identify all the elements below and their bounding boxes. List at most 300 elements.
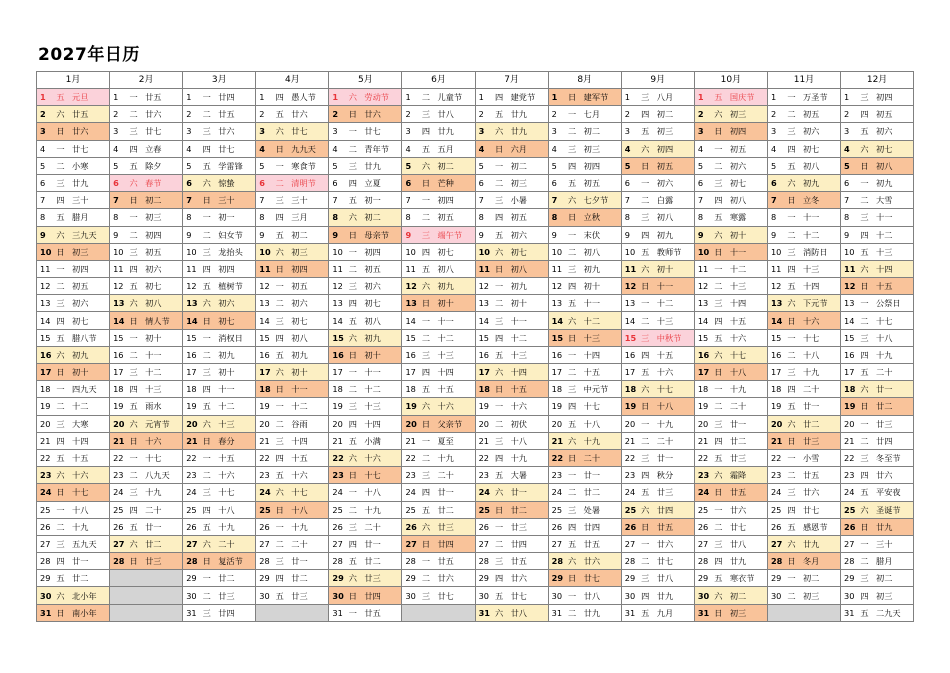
day-number: 7 <box>478 195 484 206</box>
day-cell <box>329 174 402 191</box>
lunar-note: 廿五 <box>510 556 527 567</box>
weekday-char: 日 <box>56 367 65 378</box>
lunar-note: 初十 <box>72 367 89 378</box>
lunar-note: 春节 <box>145 178 162 189</box>
day-number: 5 <box>405 160 412 171</box>
day-number: 15 <box>697 332 709 343</box>
weekday-char: 五 <box>494 109 504 120</box>
day-number: 7 <box>405 195 411 206</box>
weekday-char: 日 <box>641 521 650 532</box>
weekday-char: 日 <box>641 160 650 171</box>
day-cell <box>110 467 183 484</box>
weekday-char: 六 <box>860 504 869 515</box>
weekday-char: 四 <box>494 573 504 584</box>
day-cell <box>548 226 621 243</box>
lunar-note: 小寒 <box>72 160 89 171</box>
weekday-char: 五 <box>56 573 65 584</box>
day-cell <box>548 123 621 140</box>
day-number: 2 <box>405 109 411 120</box>
weekday-char: 三 <box>860 212 869 223</box>
day-cell <box>767 226 840 243</box>
lunar-note: 龙抬头 <box>218 246 243 257</box>
weekday-char: 日 <box>129 195 138 206</box>
day-number: 2 <box>844 109 850 120</box>
weekday-char: 五 <box>714 453 723 464</box>
day-number: 16 <box>332 349 344 360</box>
lunar-note: 十二 <box>364 384 381 395</box>
lunar-note: 八月 <box>656 92 674 103</box>
lunar-note: 十一 <box>510 315 527 326</box>
weekday-char: 二 <box>641 435 650 446</box>
weekday-char: 六 <box>421 401 431 412</box>
day-number: 3 <box>697 126 704 137</box>
day-cell <box>767 587 840 604</box>
day-number: 27 <box>113 538 125 549</box>
weekday-char: 一 <box>421 556 431 567</box>
weekday-char: 四 <box>56 556 65 567</box>
weekday-char: 四 <box>787 263 796 274</box>
lunar-note: 初十 <box>145 332 162 343</box>
lunar-note: 十一 <box>437 315 454 326</box>
day-cell <box>329 312 402 329</box>
day-number: 15 <box>186 332 197 343</box>
lunar-note: 秋分 <box>656 470 674 481</box>
day-number: 7 <box>697 195 704 206</box>
day-number: 31 <box>624 607 636 618</box>
day-cell <box>767 381 840 398</box>
day-cell <box>621 518 694 535</box>
weekday-char: 二 <box>129 229 138 240</box>
lunar-note: 感恩节 <box>802 521 828 532</box>
day-cell <box>329 449 402 466</box>
day-cell <box>548 174 621 191</box>
day-cell <box>37 278 110 295</box>
weekday-char: 三 <box>568 504 577 515</box>
day-number: 14 <box>332 315 343 326</box>
day-number: 3 <box>405 126 411 137</box>
day-cell <box>475 553 548 570</box>
lunar-note: 初四 <box>145 229 162 240</box>
lunar-note: 廿八 <box>510 607 527 618</box>
day-cell <box>841 415 914 432</box>
day-number: 11 <box>113 263 124 274</box>
day-cell <box>183 89 256 106</box>
day-number: 18 <box>844 384 856 395</box>
day-number: 3 <box>551 126 557 137</box>
day-cell <box>475 570 548 587</box>
lunar-note: 芒种 <box>437 178 454 189</box>
day-cell <box>621 140 694 157</box>
lunar-note: 十六 <box>218 470 235 481</box>
day-number: 13 <box>405 298 417 309</box>
weekday-char: 三 <box>494 315 504 326</box>
day-number: 26 <box>770 521 782 532</box>
day-cell <box>37 157 110 174</box>
day-number: 24 <box>186 487 197 498</box>
day-number: 8 <box>551 212 558 223</box>
day-cell <box>37 535 110 552</box>
day-number: 6 <box>478 178 484 189</box>
day-number: 23 <box>478 470 489 481</box>
weekday-char: 日 <box>421 538 431 549</box>
lunar-note: 廿七 <box>656 556 674 567</box>
weekday-char: 一 <box>202 573 211 584</box>
month-header: 3月 <box>183 72 256 89</box>
day-number: 2 <box>332 109 339 120</box>
weekday-char: 日 <box>568 92 577 103</box>
day-number: 20 <box>551 418 563 429</box>
day-number: 21 <box>624 435 636 446</box>
day-cell <box>694 278 767 295</box>
weekday-char: 四 <box>860 470 869 481</box>
day-cell <box>694 587 767 604</box>
weekday-char: 六 <box>56 109 65 120</box>
lunar-note: 初三 <box>729 607 747 618</box>
lunar-note: 十五 <box>218 453 235 464</box>
day-row <box>37 604 914 621</box>
day-cell <box>767 123 840 140</box>
day-cell <box>548 587 621 604</box>
day-cell <box>37 553 110 570</box>
day-number: 18 <box>405 384 416 395</box>
day-cell <box>767 140 840 157</box>
day-number: 30 <box>478 590 489 601</box>
day-cell <box>841 484 914 501</box>
lunar-note: 初九 <box>72 349 89 360</box>
day-cell <box>621 346 694 363</box>
day-number: 8 <box>624 212 630 223</box>
day-cell <box>767 501 840 518</box>
day-cell <box>841 226 914 243</box>
day-cell <box>694 553 767 570</box>
day-row <box>37 535 914 552</box>
empty-cell <box>110 587 183 604</box>
day-number: 5 <box>770 160 777 171</box>
day-cell <box>37 226 110 243</box>
lunar-note: 廿三 <box>364 573 381 584</box>
day-cell <box>841 381 914 398</box>
lunar-note: 十二 <box>583 315 601 326</box>
lunar-note: 廿一 <box>583 470 601 481</box>
lunar-note: 初四 <box>218 263 235 274</box>
day-number: 27 <box>624 538 636 549</box>
weekday-char: 二 <box>202 349 211 360</box>
day-number: 10 <box>405 246 416 257</box>
day-cell <box>329 89 402 106</box>
lunar-note: 三十 <box>72 195 89 206</box>
day-number: 13 <box>186 298 198 309</box>
lunar-note: 十四 <box>729 298 747 309</box>
day-number: 9 <box>697 229 704 240</box>
day-cell <box>841 518 914 535</box>
lunar-note: 青年节 <box>364 143 389 154</box>
day-cell <box>475 432 548 449</box>
day-cell <box>402 106 475 123</box>
weekday-char: 五 <box>275 590 284 601</box>
weekday-char: 五 <box>714 212 723 223</box>
lunar-note: 十八 <box>583 418 601 429</box>
lunar-note: 初六 <box>876 126 893 137</box>
lunar-note: 父亲节 <box>437 418 463 429</box>
lunar-note: 初二 <box>802 573 820 584</box>
weekday-char: 二 <box>494 178 504 189</box>
day-cell <box>694 432 767 449</box>
lunar-note: 初六 <box>802 126 820 137</box>
lunar-note: 廿九 <box>364 160 381 171</box>
day-cell <box>475 140 548 157</box>
weekday-char: 二 <box>714 521 723 532</box>
lunar-note: 十五 <box>510 384 527 395</box>
weekday-char: 一 <box>202 332 211 343</box>
lunar-note: 初四 <box>583 160 601 171</box>
day-number: 20 <box>624 418 636 429</box>
day-number: 28 <box>40 556 51 567</box>
day-cell <box>37 415 110 432</box>
empty-cell <box>110 570 183 587</box>
day-number: 14 <box>551 315 564 326</box>
day-number: 1 <box>478 92 484 103</box>
weekday-char: 二 <box>568 246 577 257</box>
day-number: 18 <box>478 384 490 395</box>
lunar-note: 初八 <box>802 160 820 171</box>
day-cell <box>183 570 256 587</box>
lunar-note: 廿五 <box>364 607 381 618</box>
weekday-char: 三 <box>714 298 723 309</box>
weekday-char: 三 <box>641 212 650 223</box>
lunar-note: 十四 <box>437 367 454 378</box>
weekday-char: 二 <box>56 401 65 412</box>
day-number: 3 <box>40 126 46 137</box>
weekday-char: 日 <box>56 487 65 498</box>
weekday-char: 五 <box>860 126 869 137</box>
lunar-note: 腊八节 <box>72 332 97 343</box>
day-number: 24 <box>259 487 271 498</box>
day-number: 2 <box>186 109 192 120</box>
day-cell <box>621 226 694 243</box>
day-cell <box>110 346 183 363</box>
weekday-char: 四 <box>202 504 211 515</box>
day-cell <box>256 89 329 106</box>
lunar-note: 廿一 <box>437 487 454 498</box>
day-cell <box>841 346 914 363</box>
weekday-char: 一 <box>494 281 504 292</box>
day-cell <box>694 604 767 621</box>
day-number: 6 <box>113 178 119 189</box>
day-number: 29 <box>259 573 270 584</box>
lunar-note: 初五 <box>145 246 162 257</box>
day-row <box>37 260 914 277</box>
lunar-note: 中元节 <box>583 384 609 395</box>
weekday-char: 六 <box>56 470 65 481</box>
lunar-note: 十一 <box>145 349 162 360</box>
weekday-char: 五 <box>494 229 504 240</box>
day-cell <box>621 484 694 501</box>
lunar-note: 十七 <box>729 349 747 360</box>
weekday-char: 六 <box>275 126 284 137</box>
day-cell <box>767 484 840 501</box>
day-cell <box>694 157 767 174</box>
day-cell <box>475 209 548 226</box>
day-cell <box>841 329 914 346</box>
day-number: 13 <box>40 298 51 309</box>
lunar-note: 初七 <box>802 143 820 154</box>
day-number: 27 <box>40 538 51 549</box>
day-cell <box>694 226 767 243</box>
weekday-char: 二 <box>421 573 431 584</box>
weekday-char: 三 <box>202 487 211 498</box>
day-number: 14 <box>770 315 783 326</box>
day-row <box>37 209 914 226</box>
day-cell <box>256 174 329 191</box>
day-cell <box>694 535 767 552</box>
day-cell <box>402 157 475 174</box>
lunar-note: 初二 <box>876 573 893 584</box>
day-row <box>37 106 914 123</box>
day-cell <box>37 329 110 346</box>
day-cell <box>621 364 694 381</box>
lunar-note: 六月 <box>510 143 527 154</box>
day-number: 20 <box>113 418 125 429</box>
day-cell <box>37 449 110 466</box>
lunar-note: 廿五 <box>802 470 820 481</box>
day-number: 21 <box>259 435 270 446</box>
day-cell <box>402 329 475 346</box>
weekday-char: 日 <box>348 590 357 601</box>
day-number: 11 <box>844 263 856 274</box>
lunar-note: 寒露 <box>729 212 747 223</box>
day-cell <box>183 604 256 621</box>
weekday-char: 日 <box>129 315 138 326</box>
lunar-note: 冬至节 <box>876 453 901 464</box>
day-number: 4 <box>551 143 557 154</box>
day-number: 15 <box>113 332 124 343</box>
day-number: 21 <box>844 435 855 446</box>
day-cell <box>402 535 475 552</box>
lunar-note: 十三 <box>145 384 162 395</box>
day-cell <box>548 364 621 381</box>
day-cell <box>37 89 110 106</box>
day-cell <box>621 174 694 191</box>
day-number: 10 <box>624 246 636 257</box>
day-number: 9 <box>40 229 46 240</box>
day-cell <box>110 415 183 432</box>
day-cell <box>548 106 621 123</box>
day-cell <box>183 587 256 604</box>
lunar-note: 十六 <box>291 470 308 481</box>
day-number: 19 <box>40 401 51 412</box>
day-number: 6 <box>332 178 338 189</box>
weekday-char: 日 <box>641 401 650 412</box>
day-cell <box>256 278 329 295</box>
lunar-note: 十五 <box>291 453 308 464</box>
day-number: 27 <box>478 538 489 549</box>
day-cell <box>548 89 621 106</box>
lunar-note: 五月 <box>437 143 454 154</box>
day-cell <box>621 89 694 106</box>
day-cell <box>548 329 621 346</box>
lunar-note: 十三 <box>510 349 527 360</box>
day-number: 24 <box>478 487 490 498</box>
day-cell <box>621 260 694 277</box>
day-cell <box>37 140 110 157</box>
weekday-char: 三 <box>348 160 357 171</box>
day-cell <box>548 157 621 174</box>
lunar-note: 初三 <box>72 246 89 257</box>
lunar-note: 十五 <box>729 315 747 326</box>
day-number: 28 <box>405 556 416 567</box>
weekday-char: 五 <box>202 401 211 412</box>
lunar-note: 十二 <box>218 401 235 412</box>
day-cell <box>402 123 475 140</box>
day-cell <box>37 174 110 191</box>
weekday-char: 日 <box>568 453 577 464</box>
lunar-note: 初二 <box>437 160 454 171</box>
day-number: 12 <box>332 281 343 292</box>
day-cell <box>621 106 694 123</box>
day-cell <box>329 260 402 277</box>
day-cell <box>37 123 110 140</box>
day-number: 8 <box>259 212 265 223</box>
weekday-char: 二 <box>641 195 650 206</box>
day-number: 11 <box>332 263 343 274</box>
day-number: 4 <box>770 143 777 154</box>
weekday-char: 六 <box>348 573 357 584</box>
day-number: 28 <box>186 556 198 567</box>
weekday-char: 六 <box>641 143 650 154</box>
weekday-char: 二 <box>56 160 65 171</box>
lunar-note: 立冬 <box>802 195 820 206</box>
day-number: 19 <box>259 401 270 412</box>
day-cell <box>329 278 402 295</box>
day-number: 31 <box>40 607 52 618</box>
weekday-char: 一 <box>348 607 357 618</box>
day-number: 31 <box>478 607 490 618</box>
day-cell <box>256 398 329 415</box>
day-number: 27 <box>332 538 343 549</box>
weekday-char: 二 <box>568 126 577 137</box>
day-number: 11 <box>478 263 490 274</box>
day-cell <box>475 243 548 260</box>
weekday-char: 二 <box>787 229 796 240</box>
day-row <box>37 278 914 295</box>
day-cell <box>475 312 548 329</box>
day-number: 4 <box>844 143 850 154</box>
lunar-note: 廿二 <box>437 504 454 515</box>
day-number: 23 <box>844 470 855 481</box>
day-number: 17 <box>844 367 855 378</box>
day-number: 19 <box>697 401 709 412</box>
day-row <box>37 432 914 449</box>
day-cell <box>402 278 475 295</box>
day-row <box>37 484 914 501</box>
lunar-note: 立秋 <box>583 212 601 223</box>
day-cell <box>402 346 475 363</box>
day-number: 7 <box>844 195 850 206</box>
day-cell <box>329 381 402 398</box>
day-cell <box>694 449 767 466</box>
month-header: 12月 <box>841 72 914 89</box>
weekday-char: 六 <box>787 418 796 429</box>
weekday-char: 五 <box>568 298 577 309</box>
day-cell <box>841 140 914 157</box>
day-row <box>37 123 914 140</box>
day-cell <box>402 449 475 466</box>
day-number: 10 <box>332 246 343 257</box>
lunar-note: 初五 <box>656 160 674 171</box>
day-number: 21 <box>186 435 198 446</box>
day-number: 9 <box>551 229 557 240</box>
day-number: 3 <box>844 126 850 137</box>
